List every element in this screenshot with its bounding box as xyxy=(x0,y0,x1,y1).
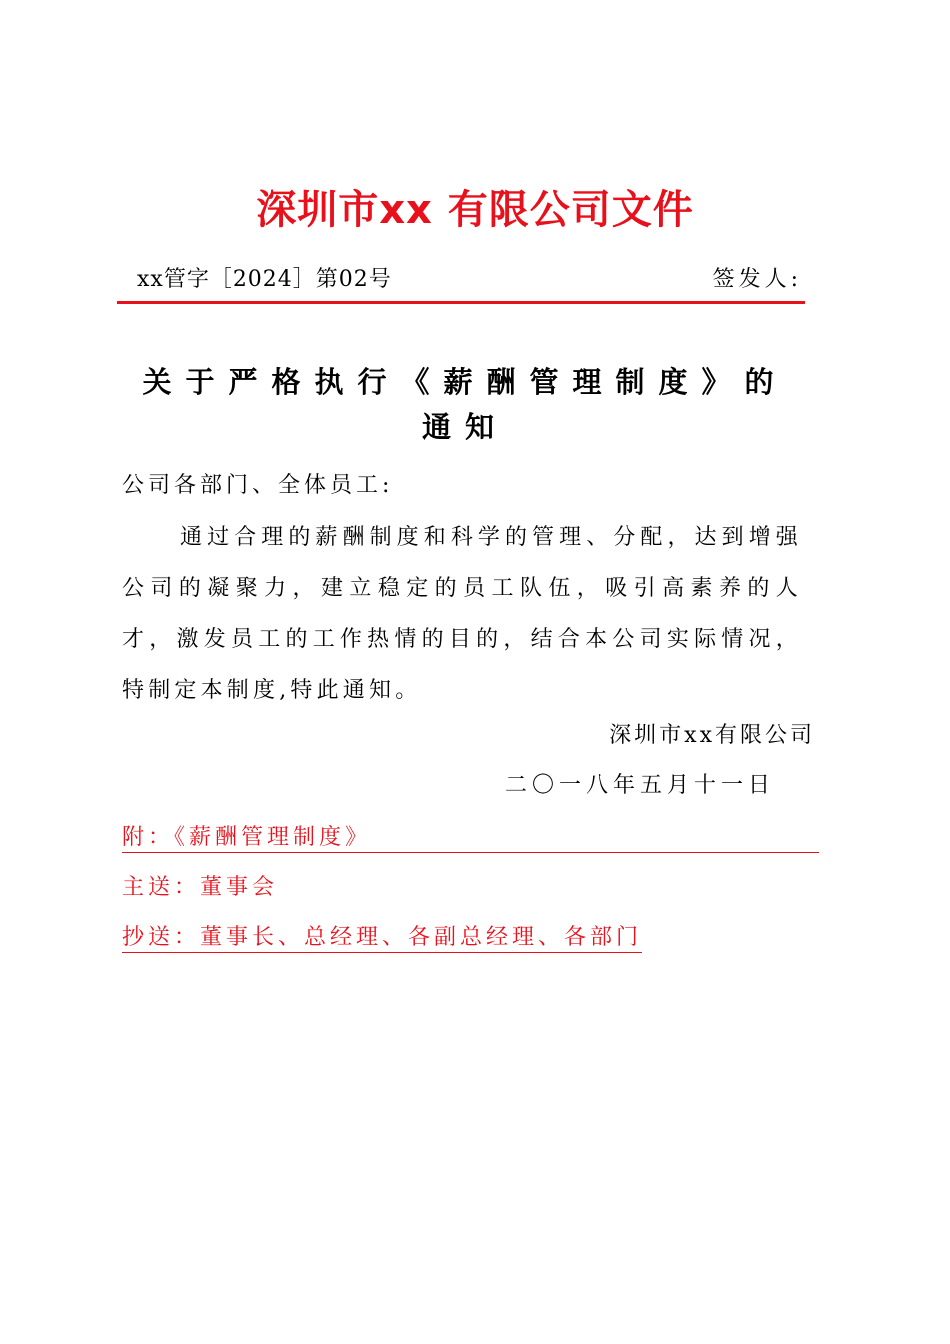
notice-title-line-1: 关于严格执行《薪酬管理制度》的 xyxy=(142,365,788,399)
copy-recipient-value: 董事长、总经理、各副总经理、各部门 xyxy=(200,925,643,950)
signature-date: 二〇一八年五月十一日 xyxy=(504,773,775,798)
document-header-title: 深圳市xx 有限公司文件 xyxy=(256,187,694,233)
notice-title-line-2: 通知 xyxy=(421,410,508,444)
salutation: 公司各部门、全体员工: xyxy=(122,473,394,498)
signer-label: 签发人: xyxy=(712,267,802,292)
document-number: xx管字［2024］第02号 xyxy=(137,267,392,292)
main-recipient-value: 董事会 xyxy=(200,875,279,900)
signature-company: 深圳市xx有限公司 xyxy=(609,723,815,748)
attachment-label: 附： xyxy=(122,825,175,850)
notice-title xyxy=(130,360,800,446)
copy-recipient-row xyxy=(122,920,642,953)
header-divider xyxy=(117,301,805,304)
notice-body: 通过合理的薪酬制度和科学的管理、分配，达到增强公司的凝聚力，建立稳定的员工队伍，吸引高素养的人才，激发员工的工作热情的目的，结合本公司实际情况，特制定本制度,特此通知。 xyxy=(122,525,802,703)
copy-recipient-label: 抄送： xyxy=(122,925,201,950)
attachment-value: 《薪酬管理制度》 xyxy=(174,825,372,850)
main-recipient-label: 主送： xyxy=(122,875,201,900)
attachment-row xyxy=(122,820,819,853)
main-recipient-row xyxy=(122,870,278,901)
